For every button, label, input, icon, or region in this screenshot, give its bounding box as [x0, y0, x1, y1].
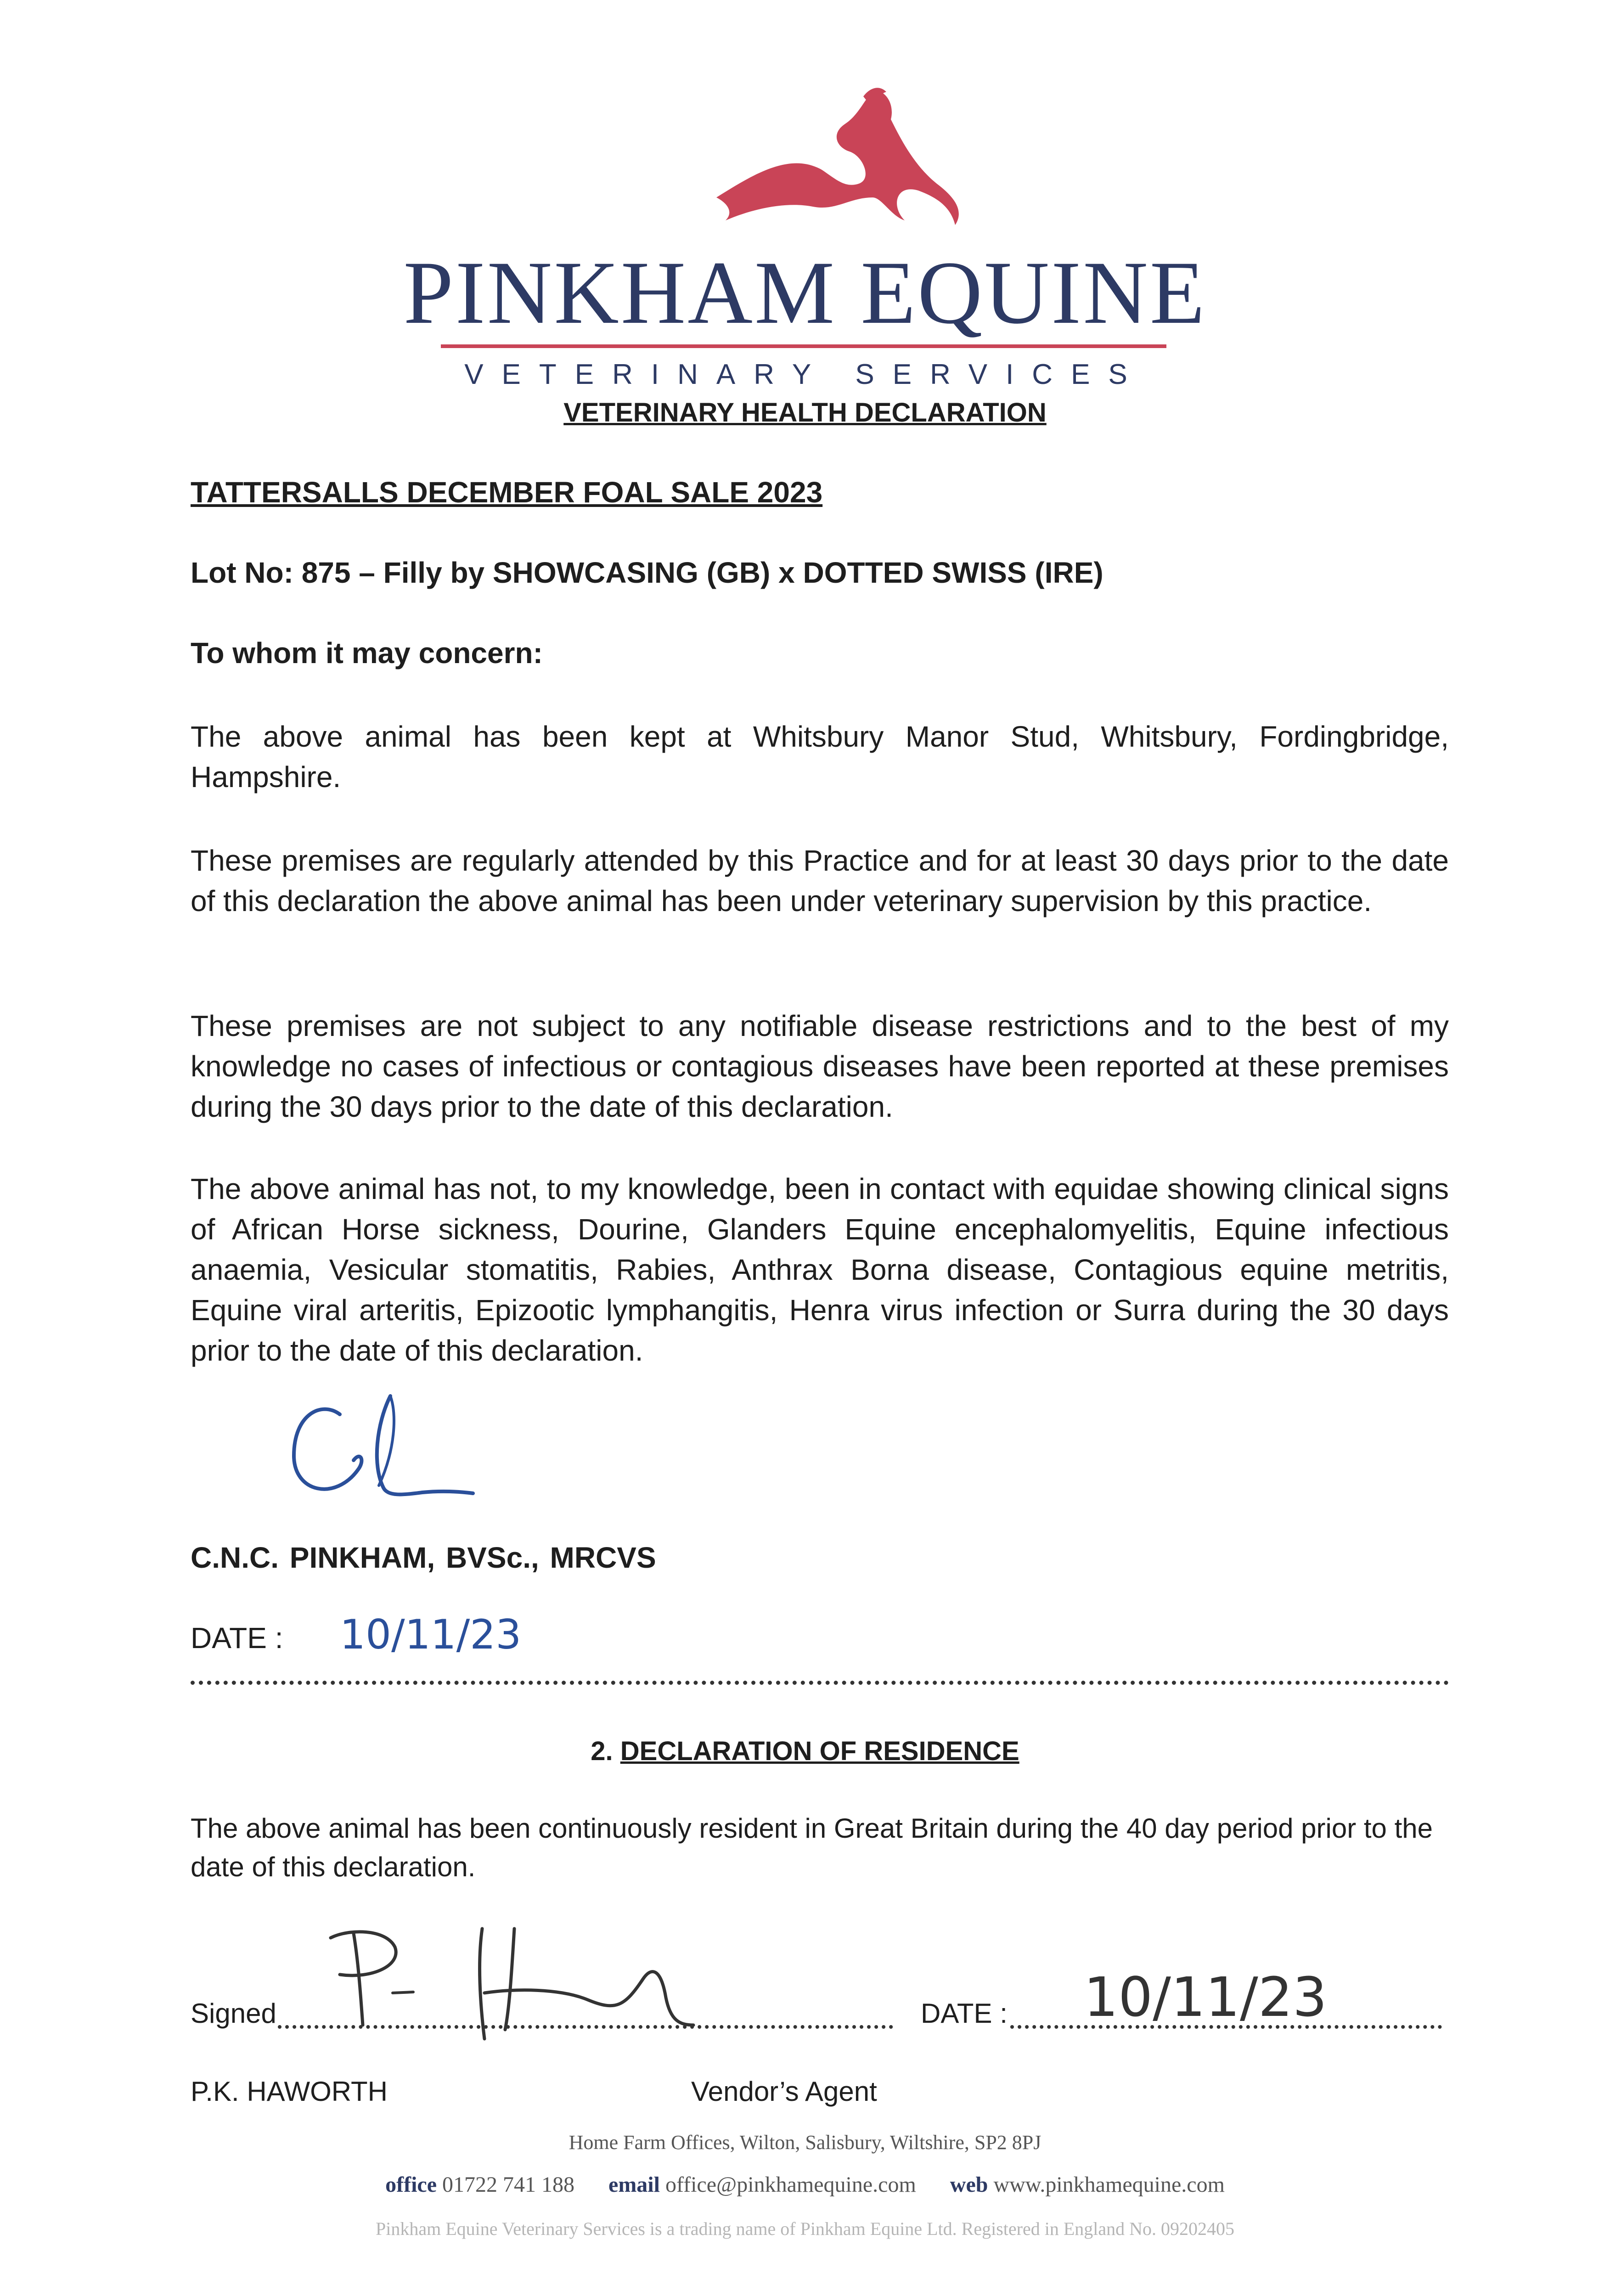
signed-label: Signed — [191, 1998, 276, 2029]
horse-rider-icon — [698, 83, 974, 257]
web-label: web — [950, 2172, 988, 2197]
web-link[interactable]: www.pinkhamequine.com — [993, 2172, 1225, 2197]
brand-name: PINKHAM EQUINE — [403, 243, 1207, 343]
vet-date-value: 10/11/23 — [340, 1611, 522, 1658]
document-title: VETERINARY HEALTH DECLARATION — [563, 398, 1047, 428]
office-label: office — [385, 2172, 437, 2197]
paragraph-restrictions: These premises are not subject to any notifiable disease restrictions and to the best of my knowledge no cases of infectious or contagious diseases have been reported at these premises during the 30 days prior to the date of this declaration. — [191, 1009, 1449, 1123]
vet-name: C.N.C. PINKHAM, BVSc., MRCVS — [191, 1541, 656, 1574]
residence-number: 2. — [591, 1736, 613, 1766]
agent-name: P.K. HAWORTH — [191, 2076, 388, 2107]
vet-date-label: DATE : — [191, 1621, 283, 1654]
email-link[interactable]: office@pinkhamequine.com — [665, 2172, 916, 2197]
agent-date-handwritten — [1084, 1952, 1341, 2039]
paragraph-supervision: These premises are regularly attended by this Practice and for at least 30 days prior to the date of this declaration the above animal has been under veterinary supervision by this practice. — [191, 844, 1449, 917]
residence-paragraph: The above animal has been continuously resident in Great Britain during the 40 day period prior to the date of this declaration. — [191, 1813, 1433, 1882]
residence-heading: DECLARATION OF RESIDENCE — [620, 1736, 1019, 1766]
vet-date-handwritten — [340, 1605, 533, 1665]
paragraph-location: The above animal has been kept at Whitsbury Manor Stud, Whitsbury, Fordingbridge, Hampshire. — [191, 720, 1449, 793]
letterhead-logo — [0, 83, 1610, 404]
email-label: email — [608, 2172, 660, 2197]
footer-address: Home Farm Offices, Wilton, Salisbury, Wiltshire, SP2 8PJ — [569, 2131, 1041, 2154]
vet-signature — [285, 1387, 478, 1511]
agent-signature — [303, 1919, 771, 2053]
paragraph-diseases: The above animal has not, to my knowledge, been in contact with equidae showing clinical signs of African Horse sickness, Dourine, Glanders Equine encephalomyelitis, Equine infectious anaemia, Vesicular stomatitis, Rabies, Anthrax Borna disease, Contagious equine metritis, Equine viral arteritis, Epizootic lymphangitis, Henra virus infection or Surra during the 30 days prior to the date of this declaration. — [191, 1172, 1449, 1367]
agent-date-value: 10/11/23 — [1084, 1965, 1327, 2029]
residence-title — [0, 1736, 1610, 1767]
footer-legal: Pinkham Equine Veterinary Services is a trading name of Pinkham Equine Ltd. Registered in England No. 09202405 — [376, 2218, 1234, 2239]
sale-title: TATTERSALLS DECEMBER FOAL SALE 2023 — [191, 476, 823, 509]
brand-divider — [441, 344, 1166, 348]
brand-tagline: VETERINARY SERVICES — [464, 359, 1146, 390]
lot-line: Lot No: 875 – Filly by SHOWCASING (GB) x DOTTED SWISS (IRE) — [191, 556, 1103, 589]
footer-contact — [0, 2172, 1610, 2197]
office-phone: 01722 741 188 — [442, 2172, 575, 2197]
section-separator — [191, 1681, 1449, 1685]
greeting: To whom it may concern: — [191, 636, 543, 670]
agent-date-label: DATE : — [921, 1998, 1008, 2029]
agent-role: Vendor’s Agent — [691, 2076, 877, 2107]
